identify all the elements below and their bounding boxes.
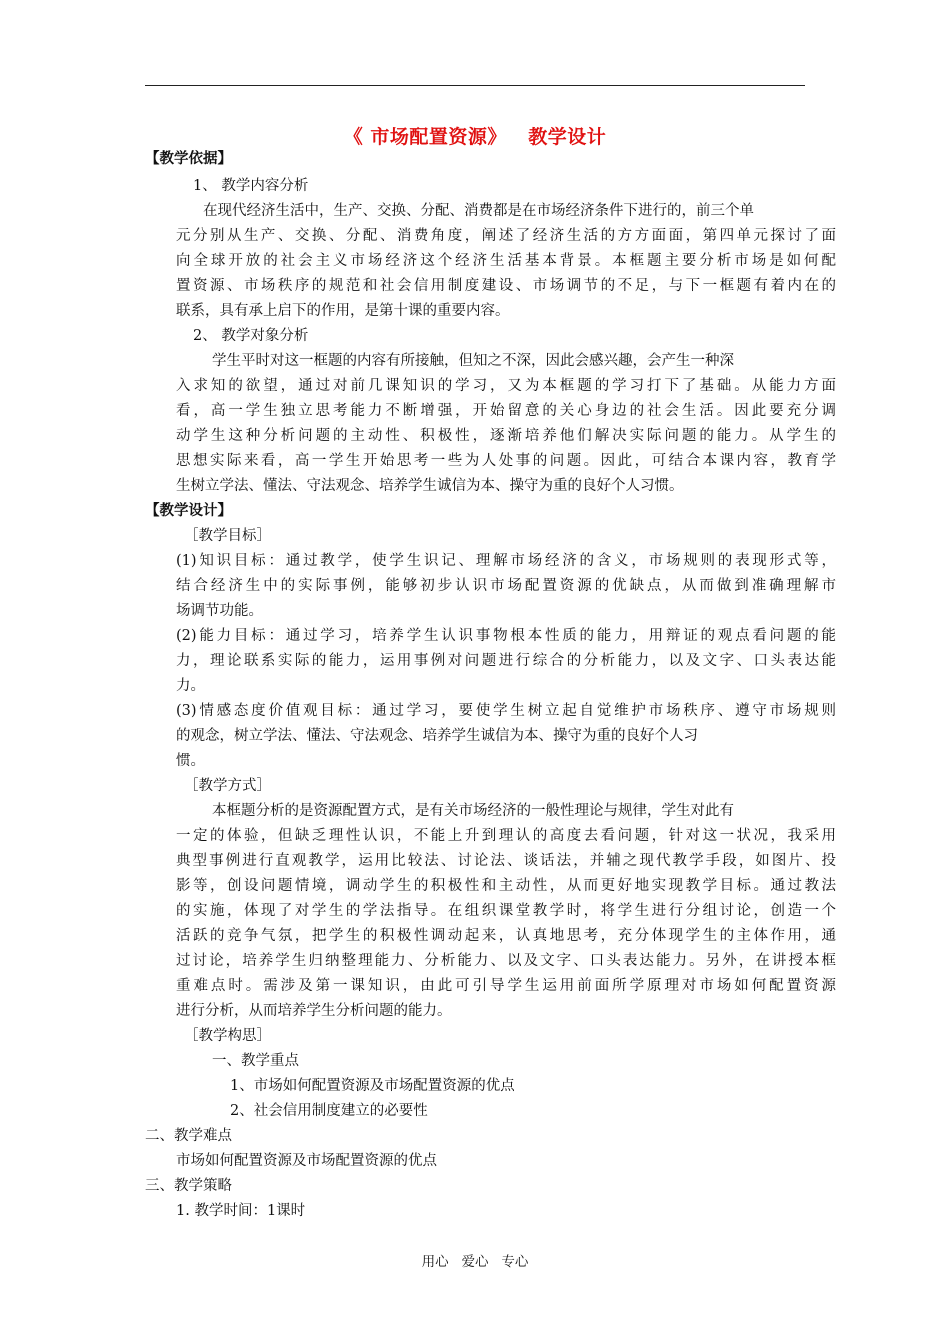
goals-line: 力，理论联系实际的能力，运用事例对问题进行综合的分析能力，以及文字、口头表达能 [176,653,836,669]
page-footer: 用心 爱心 专心 [421,1254,529,1270]
key-points-heading: 一、教学重点 [212,1053,299,1069]
object-analysis-line: 入求知的欲望，通过对前几课知识的学习，又为本框题的学习打下了基础。从能力方面 [176,378,836,394]
content-analysis-line: 向全球开放的社会主义市场经济这个经济生活基本背景。本框题主要分析市场是如何配 [176,253,836,269]
concept-heading: ［教学构思］ [184,1028,271,1044]
goals-line: 的观念，树立学法、懂法、守法观念、培养学生诚信为本、操守为重的良好个人习 [176,728,698,744]
goals-line: 结合经济生中的实际事例，能够初步认识市场配置资源的优缺点，从而做到准确理解市 [176,578,836,594]
object-analysis-line: 动学生这种分析问题的主动性、积极性，逐渐培养他们解决实际问题的能力。从学生的 [176,428,836,444]
methods-line: 重难点时。需涉及第一课知识，由此可引导学生运用前面所学原理对市场如何配置资源 [176,978,836,994]
goals-line: 惯。 [176,753,205,769]
object-analysis-line: 看，高一学生独立思考能力不断增强，开始留意的关心身边的社会生活。因此要充分调 [176,403,836,419]
content-analysis-line: 在现代经济生活中，生产、交换、分配、消费都是在市场经济条件下进行的，前三个单 [203,203,754,219]
content-analysis-heading: 1、 教学内容分析 [193,178,309,194]
goals-line: (2)能力目标：通过学习，培养学生认识事物根本性质的能力，用辩证的观点看问题的能 [176,628,836,644]
document-title: 《 市场配置资源》 教学设计 [343,126,607,148]
key-point-item: 1、市场如何配置资源及市场配置资源的优点 [230,1078,515,1094]
difficulty-heading: 二、教学难点 [145,1128,232,1144]
strategy-item: 1. 教学时间：1课时 [176,1203,306,1219]
goals-line: 力。 [176,678,205,694]
methods-line: 典型事例进行直观教学，运用比较法、讨论法、谈话法，并辅之现代教学手段，如图片、投 [176,853,836,869]
goals-line: (1)知识目标：通过教学，使学生识记、理解市场经济的含义，市场规则的表现形式等， [176,553,836,569]
object-analysis-line: 学生平时对这一框题的内容有所接触，但知之不深，因此会感兴趣，会产生一种深 [212,353,734,369]
key-point-item: 2、社会信用制度建立的必要性 [230,1103,428,1119]
object-analysis-line: 生树立学法、懂法、守法观念、培养学生诚信为本、操守为重的良好个人习惯。 [176,478,684,494]
methods-line: 影等，创设问题情境，调动学生的积极性和主动性，从而更好地实现教学目标。通过教法 [176,878,836,894]
section-design: 【教学设计】 [145,502,232,519]
object-analysis-line: 思想实际来看，高一学生开始思考一些为人处事的问题。因此，可结合本课内容，教育学 [176,453,836,469]
methods-line: 进行分析，从而培养学生分析问题的能力。 [176,1003,452,1019]
methods-line: 的实施，体现了对学生的学法指导。在组织课堂教学时，将学生进行分组讨论，创造一个 [176,903,836,919]
goals-heading: ［教学目标］ [184,528,271,544]
difficulty-text: 市场如何配置资源及市场配置资源的优点 [176,1153,437,1169]
content-analysis-line: 元分别从生产、交换、分配、消费角度，阐述了经济生活的方方面面，第四单元探讨了面 [176,228,836,244]
section-basis: 【教学依据】 [145,150,232,167]
header-rule [145,85,805,86]
goals-line: (3)情感态度价值观目标：通过学习，要使学生树立起自觉维护市场秩序、遵守市场规则 [176,703,836,719]
strategy-heading: 三、教学策略 [145,1178,232,1194]
methods-line: 一定的体验，但缺乏理性认识，不能上升到理认的高度去看问题，针对这一状况，我采用 [176,828,836,844]
goals-line: 场调节功能。 [176,603,263,619]
object-analysis-heading: 2、 教学对象分析 [193,328,309,344]
content-analysis-line: 置资源、市场秩序的规范和社会信用制度建设、市场调节的不足，与下一框题有着内在的 [176,278,836,294]
methods-line: 过讨论，培养学生归纳整理能力、分析能力、以及文字、口头表达能力。另外，在讲授本框 [176,953,836,969]
content-analysis-line: 联系，具有承上启下的作用，是第十课的重要内容。 [176,303,510,319]
methods-heading: ［教学方式］ [184,778,271,794]
methods-line: 本框题分析的是资源配置方式，是有关市场经济的一般性理论与规律，学生对此有 [212,803,734,819]
methods-line: 活跃的竞争气氛，把学生的积极性调动起来，认真地思考，充分体现学生的主体作用，通 [176,928,836,944]
